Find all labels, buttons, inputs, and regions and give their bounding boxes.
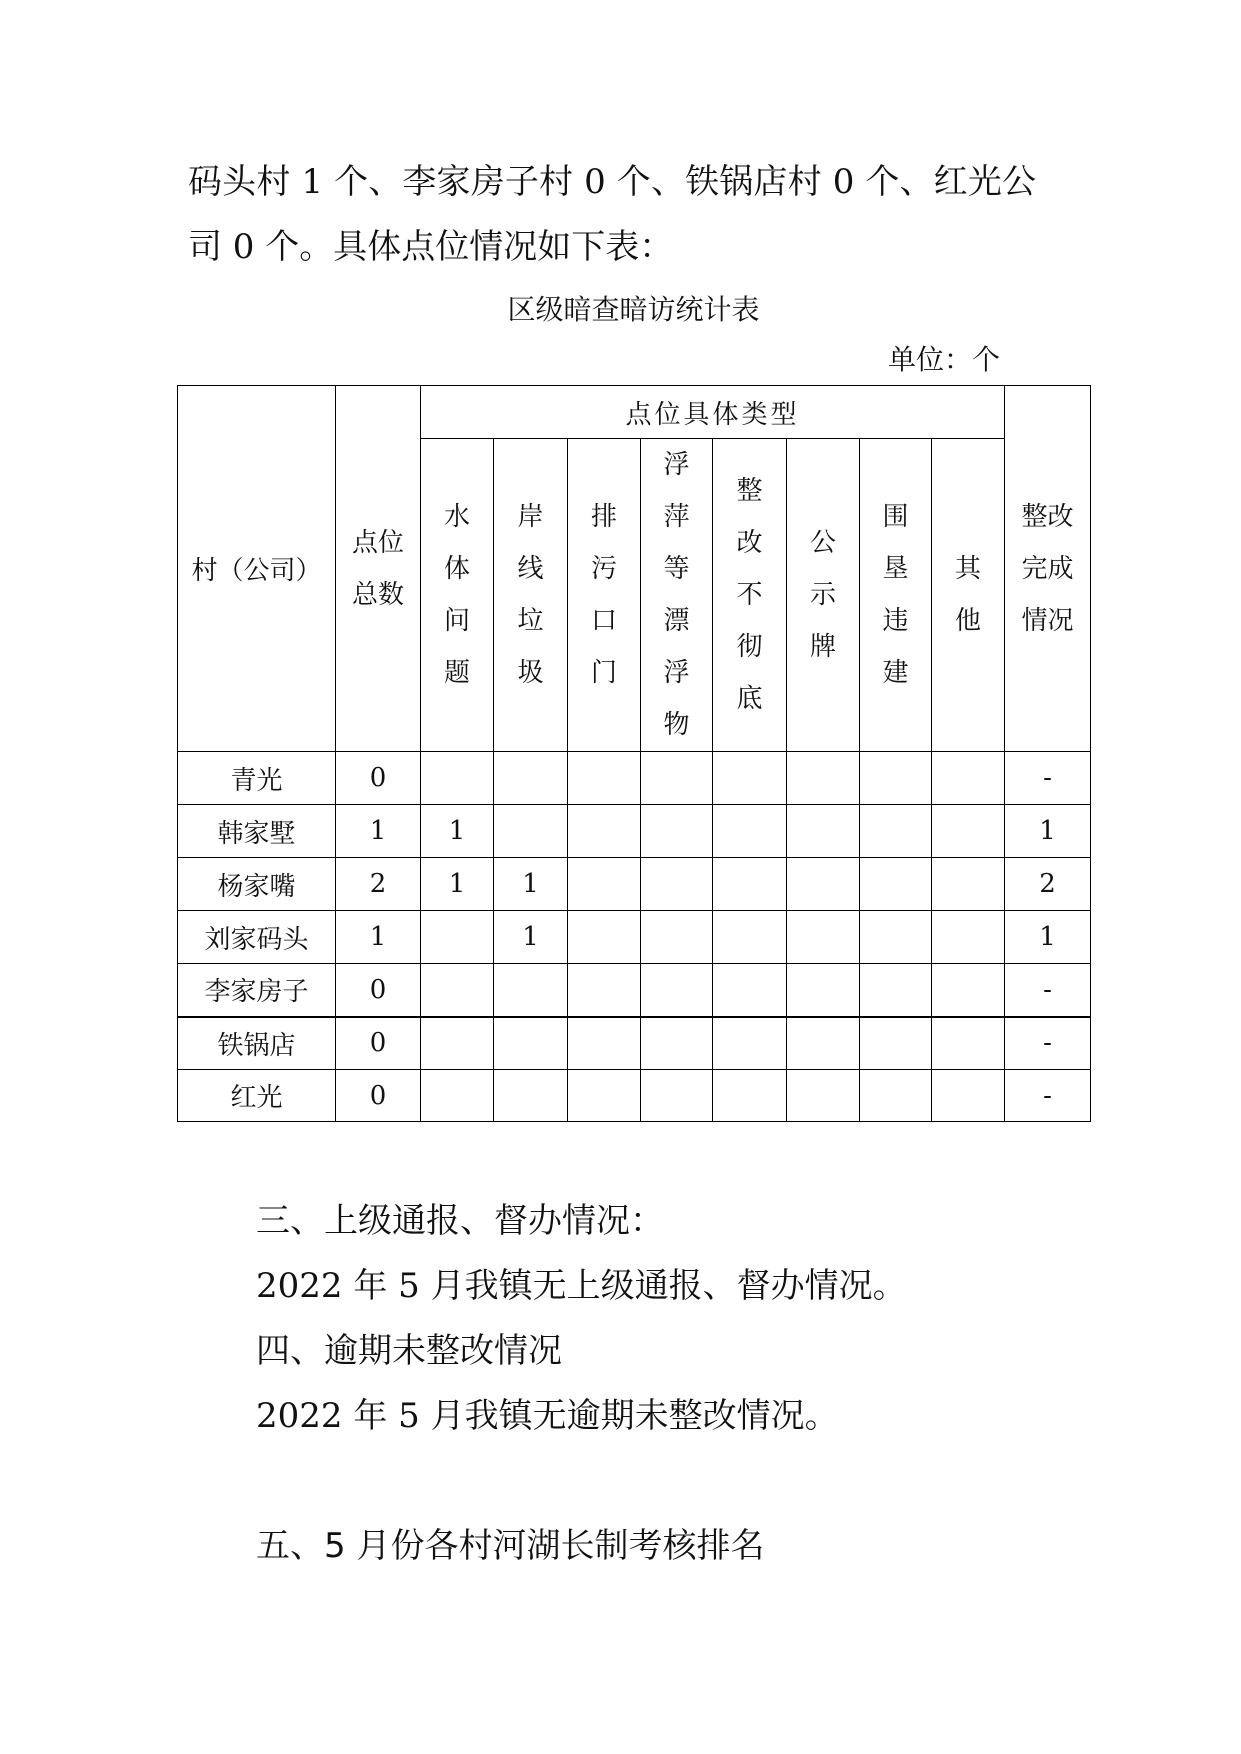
cell-reclamation-illegal-construction bbox=[860, 858, 932, 911]
table-row bbox=[178, 805, 1091, 858]
cell-water-body-issue bbox=[421, 964, 494, 1017]
cell-reclamation-illegal-construction bbox=[860, 911, 932, 964]
header-completion bbox=[1005, 386, 1091, 752]
cell-completion: - bbox=[1005, 752, 1091, 805]
cell-incomplete-rectification bbox=[713, 1017, 787, 1070]
cell-notice-board bbox=[787, 752, 860, 805]
header-type-sewage-outlet bbox=[568, 439, 641, 752]
cell-floating-debris bbox=[641, 911, 713, 964]
cell-floating-debris bbox=[641, 805, 713, 858]
header-type-label: 其他 bbox=[954, 554, 981, 636]
cell-reclamation-illegal-construction bbox=[860, 752, 932, 805]
header-type-label: 浮萍等漂浮物 bbox=[663, 450, 690, 740]
header-row-group bbox=[178, 386, 1091, 439]
cell-sewage-outlet bbox=[568, 911, 641, 964]
cell-total: 0 bbox=[336, 1017, 421, 1070]
header-type-label: 整改不彻底 bbox=[736, 476, 763, 714]
cell-notice-board bbox=[787, 1017, 860, 1070]
cell-incomplete-rectification bbox=[713, 752, 787, 805]
cell-total: 0 bbox=[336, 964, 421, 1017]
cell-other bbox=[932, 1070, 1005, 1122]
intro-line-2: 司 0 个。具体点位情况如下表： bbox=[188, 227, 674, 267]
header-total-label: 点位总数 bbox=[351, 527, 404, 610]
stats-table bbox=[177, 385, 1091, 1122]
cell-floating-debris bbox=[641, 964, 713, 1017]
cell-floating-debris bbox=[641, 752, 713, 805]
cell-total: 1 bbox=[336, 805, 421, 858]
section-4-heading: 四、逾期未整改情况 bbox=[256, 1331, 562, 1371]
cell-village: 韩家墅 bbox=[178, 805, 336, 858]
cell-reclamation-illegal-construction bbox=[860, 1017, 932, 1070]
section-3-heading: 三、上级通报、督办情况： bbox=[256, 1201, 664, 1241]
cell-incomplete-rectification bbox=[713, 964, 787, 1017]
header-type-incomplete-rectification bbox=[713, 439, 787, 752]
section-5-heading: 五、5 月份各村河湖长制考核排名 bbox=[256, 1526, 765, 1566]
cell-sewage-outlet bbox=[568, 858, 641, 911]
cell-village: 铁锅店 bbox=[178, 1017, 336, 1070]
cell-shoreline-garbage bbox=[494, 752, 568, 805]
cell-other bbox=[932, 964, 1005, 1017]
cell-sewage-outlet bbox=[568, 964, 641, 1017]
section-3-body: 2022 年 5 月我镇无上级通报、督办情况。 bbox=[256, 1266, 907, 1306]
header-type-floating-debris bbox=[641, 439, 713, 752]
cell-incomplete-rectification bbox=[713, 1070, 787, 1122]
cell-sewage-outlet bbox=[568, 805, 641, 858]
cell-floating-debris bbox=[641, 1070, 713, 1122]
cell-village: 红光 bbox=[178, 1070, 336, 1122]
section-4-body: 2022 年 5 月我镇无逾期未整改情况。 bbox=[256, 1396, 839, 1436]
header-total bbox=[336, 386, 421, 752]
cell-shoreline-garbage bbox=[494, 964, 568, 1017]
cell-incomplete-rectification bbox=[713, 805, 787, 858]
table-row bbox=[178, 1017, 1091, 1070]
cell-notice-board bbox=[787, 911, 860, 964]
cell-total: 0 bbox=[336, 1070, 421, 1122]
cell-village: 青光 bbox=[178, 752, 336, 805]
cell-notice-board bbox=[787, 858, 860, 911]
table-row bbox=[178, 752, 1091, 805]
cell-notice-board bbox=[787, 964, 860, 1017]
cell-completion: - bbox=[1005, 1070, 1091, 1122]
header-type-label: 排污口门 bbox=[590, 502, 617, 688]
cell-floating-debris bbox=[641, 1017, 713, 1070]
cell-other bbox=[932, 858, 1005, 911]
intro-line-1: 码头村 1 个、李家房子村 0 个、铁锅店村 0 个、红光公 bbox=[188, 162, 1036, 202]
cell-reclamation-illegal-construction bbox=[860, 805, 932, 858]
cell-other bbox=[932, 805, 1005, 858]
cell-other bbox=[932, 1017, 1005, 1070]
header-type-reclamation-illegal-construction bbox=[860, 439, 932, 752]
cell-completion: 1 bbox=[1005, 805, 1091, 858]
cell-other bbox=[932, 911, 1005, 964]
cell-shoreline-garbage: 1 bbox=[494, 911, 568, 964]
cell-village: 杨家嘴 bbox=[178, 858, 336, 911]
cell-completion: - bbox=[1005, 964, 1091, 1017]
cell-sewage-outlet bbox=[568, 1017, 641, 1070]
header-types-group: 点位具体类型 bbox=[421, 386, 1005, 439]
header-completion-label: 整改完成情况 bbox=[1021, 501, 1074, 636]
cell-village: 李家房子 bbox=[178, 964, 336, 1017]
cell-sewage-outlet bbox=[568, 1070, 641, 1122]
table-row bbox=[178, 858, 1091, 911]
header-type-other bbox=[932, 439, 1005, 752]
header-type-notice-board bbox=[787, 439, 860, 752]
table-row bbox=[178, 911, 1091, 964]
table-title: 区级暗查暗访统计表 bbox=[507, 293, 760, 326]
cell-water-body-issue bbox=[421, 752, 494, 805]
cell-shoreline-garbage bbox=[494, 805, 568, 858]
cell-water-body-issue bbox=[421, 1070, 494, 1122]
header-type-label: 公示牌 bbox=[809, 528, 836, 662]
cell-shoreline-garbage bbox=[494, 1017, 568, 1070]
cell-completion: 1 bbox=[1005, 911, 1091, 964]
cell-floating-debris bbox=[641, 858, 713, 911]
cell-incomplete-rectification bbox=[713, 858, 787, 911]
cell-reclamation-illegal-construction bbox=[860, 964, 932, 1017]
header-type-label: 岸线垃圾 bbox=[517, 502, 544, 688]
header-type-label: 水体问题 bbox=[443, 502, 470, 688]
cell-water-body-issue: 1 bbox=[421, 858, 494, 911]
cell-village: 刘家码头 bbox=[178, 911, 336, 964]
header-type-water-body-issue bbox=[421, 439, 494, 752]
cell-total: 1 bbox=[336, 911, 421, 964]
cell-reclamation-illegal-construction bbox=[860, 1070, 932, 1122]
cell-water-body-issue bbox=[421, 1017, 494, 1070]
header-type-shoreline-garbage bbox=[494, 439, 568, 752]
table-row bbox=[178, 1070, 1091, 1122]
table-unit: 单位：个 bbox=[887, 343, 1000, 376]
cell-water-body-issue bbox=[421, 911, 494, 964]
cell-total: 2 bbox=[336, 858, 421, 911]
header-type-label: 围垦违建 bbox=[882, 502, 909, 688]
cell-notice-board bbox=[787, 1070, 860, 1122]
cell-shoreline-garbage: 1 bbox=[494, 858, 568, 911]
table-row bbox=[178, 964, 1091, 1017]
cell-completion: - bbox=[1005, 1017, 1091, 1070]
header-village: 村（公司） bbox=[178, 386, 336, 752]
cell-water-body-issue: 1 bbox=[421, 805, 494, 858]
cell-completion: 2 bbox=[1005, 858, 1091, 911]
cell-other bbox=[932, 752, 1005, 805]
cell-total: 0 bbox=[336, 752, 421, 805]
cell-shoreline-garbage bbox=[494, 1070, 568, 1122]
cell-sewage-outlet bbox=[568, 752, 641, 805]
cell-incomplete-rectification bbox=[713, 911, 787, 964]
cell-notice-board bbox=[787, 805, 860, 858]
